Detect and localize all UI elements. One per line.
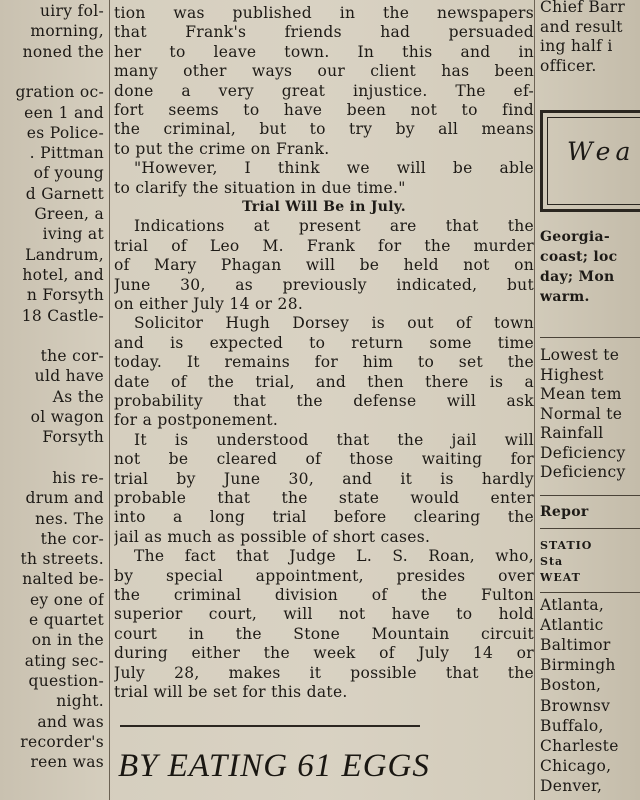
left-column-line: drum and [25, 489, 104, 508]
left-column-line: Landrum, [25, 245, 104, 264]
left-column-line: As the [52, 387, 104, 406]
left-column-line: Forsyth [42, 428, 104, 447]
station-divider [540, 528, 640, 529]
article-line: done a very great injustice. The ef- [114, 81, 534, 100]
left-column-line: his re- [52, 468, 104, 487]
station-city: Atlantic [540, 616, 604, 635]
weather-stat-line: Normal te [540, 404, 623, 423]
right-column-line: and result [540, 17, 623, 36]
left-column-line: uld have [34, 367, 104, 386]
weather-stat-line: Deficiency [540, 463, 626, 481]
article-line: court in the Stone Mountain circuit [114, 624, 534, 643]
station-city: Buffalo, [540, 716, 604, 735]
article-line: to clarify the situation in due time." [114, 178, 406, 197]
left-column-line: ating sec- [24, 651, 104, 670]
weather-title: Wea [567, 137, 636, 166]
forecast-line: warm. [540, 289, 590, 305]
station-city: Chicago, [540, 756, 612, 775]
left-column-line: on in the [31, 631, 104, 650]
forecast-line: Georgia- [540, 229, 610, 245]
article-line: trial by June 30, and it is hardly [114, 469, 534, 488]
column-rule-left [109, 0, 110, 800]
article-line: into a long trial before clearing the [114, 508, 534, 527]
station-city: Denver, [540, 776, 603, 795]
station-city: Birmingh [540, 656, 616, 675]
left-column-line: reen was [30, 753, 104, 772]
station-city: Brownsv [540, 696, 611, 715]
left-column-line: question- [28, 671, 104, 690]
article-line: today. It remains for him to set the [114, 353, 534, 372]
left-column-line: night. [56, 692, 104, 711]
article-line: date of the trial, and then there is a [114, 372, 534, 391]
left-column-line: hotel, and [22, 265, 104, 284]
article-line: the criminal, but to try by all means [114, 120, 534, 139]
weather-box [540, 110, 640, 212]
left-column [0, 0, 104, 800]
article-line: to put the crime on Frank. [114, 139, 330, 158]
left-column-line: th streets. [20, 550, 104, 569]
left-column-line: een 1 and [24, 103, 104, 122]
left-column-line: nes. The [35, 509, 104, 528]
weather-stat-line: Lowest te [540, 346, 620, 364]
article-line: "However, I think we will be able [134, 159, 534, 178]
article-line: superior court, will not have to hold [114, 605, 534, 624]
left-column-line: n Forsyth [26, 286, 104, 305]
article-line: tion was published in the newspapers [114, 4, 534, 22]
headline-eggs: BY EATING 61 EGGS [118, 748, 430, 784]
article-line: during either the week of July 14 or [114, 644, 534, 663]
article-line: for a postponement. [114, 411, 279, 430]
section-heading: Trial Will Be in July. [242, 199, 406, 215]
article-line: many other ways our client has been [114, 62, 534, 81]
left-column-line: the cor- [40, 347, 104, 366]
weather-stat-line: Rainfall [540, 424, 604, 442]
left-column-line: e quartet [29, 611, 104, 629]
left-column-line: ey one of [29, 590, 104, 609]
left-column-line: and was [37, 712, 104, 731]
left-column-line: uiry fol- [40, 2, 104, 20]
article-line: The fact that Judge L. S. Roan, who, [134, 547, 534, 566]
station-city: Boston, [540, 676, 602, 695]
article-line: her to leave town. In this and in [114, 42, 534, 61]
article-line: on either July 14 or 28. [114, 295, 304, 313]
left-column-line: gration oc- [15, 83, 104, 102]
right-column-line: Chief Barr [540, 0, 626, 16]
right-column-line: ing half i [540, 37, 613, 55]
forecast-line: day; Mon [540, 269, 615, 285]
left-column-line: . Pittman [29, 144, 104, 163]
station-city: Baltimor [540, 636, 611, 655]
left-column-line: the cor- [40, 529, 104, 548]
article-line: Solicitor Hugh Dorsey is out of town [134, 314, 534, 333]
left-column-line: nalted be- [22, 570, 104, 589]
left-column-line: iving at [42, 225, 104, 244]
forecast-line: coast; loc [540, 249, 618, 265]
station-header: Sta [540, 555, 564, 568]
right-column-line: officer. [540, 56, 597, 75]
left-column-line: Green, a [34, 205, 104, 223]
left-column-line: noned the [22, 42, 104, 61]
article-line: fort seems to have been not to find [114, 101, 534, 119]
station-table-divider [540, 592, 640, 593]
station-city: Charleste [540, 736, 619, 755]
left-column-line: es Police- [26, 123, 104, 142]
left-column-line: recorder's [20, 732, 104, 751]
left-column-line: 18 Castle- [21, 306, 104, 325]
article-line: trial of Leo M. Frank for the murder [114, 236, 534, 255]
weather-stat-line: Deficiency [540, 443, 626, 462]
article-line: trial will be set for this date. [114, 683, 348, 701]
left-column-line: ol wagon [30, 408, 104, 426]
weather-divider [540, 337, 640, 338]
left-column-line: d Garnett [25, 184, 104, 203]
article-line: July 28, makes it possible that the [114, 663, 534, 682]
left-column-line: of young [33, 164, 104, 183]
article-line: the criminal division of the Fulton [114, 586, 534, 604]
report-divider [540, 495, 640, 496]
article-end-rule [120, 725, 420, 727]
article-line: by special appointment, presides over [114, 566, 534, 585]
article-line: not be cleared of those waiting for [114, 450, 534, 469]
article-line: June 30, as previously indicated, but [114, 275, 534, 294]
article-line: probability that the defense will ask [114, 392, 534, 410]
article-line: jail as much as possible of short cases. [114, 527, 431, 546]
left-column-line: morning, [30, 22, 104, 41]
article-line: It is understood that the jail will [134, 430, 534, 449]
article-line: of Mary Phagan will be held not on [114, 256, 534, 275]
weather-stat-line: Mean tem [540, 385, 622, 403]
report-title: Repor [540, 504, 589, 520]
weather-stat-line: Highest [540, 365, 604, 384]
article-line: and is expected to return some time [114, 333, 534, 352]
station-header: STATIO [540, 539, 593, 552]
article-line: probable that the state would enter [114, 489, 534, 507]
station-header: WEAT [540, 571, 581, 584]
station-city: Atlanta, [540, 596, 605, 614]
article-column [114, 0, 534, 800]
column-rule-right [534, 0, 535, 800]
article-line: that Frank's friends had persuaded [114, 23, 534, 42]
article-line: Indications at present are that the [134, 217, 534, 236]
